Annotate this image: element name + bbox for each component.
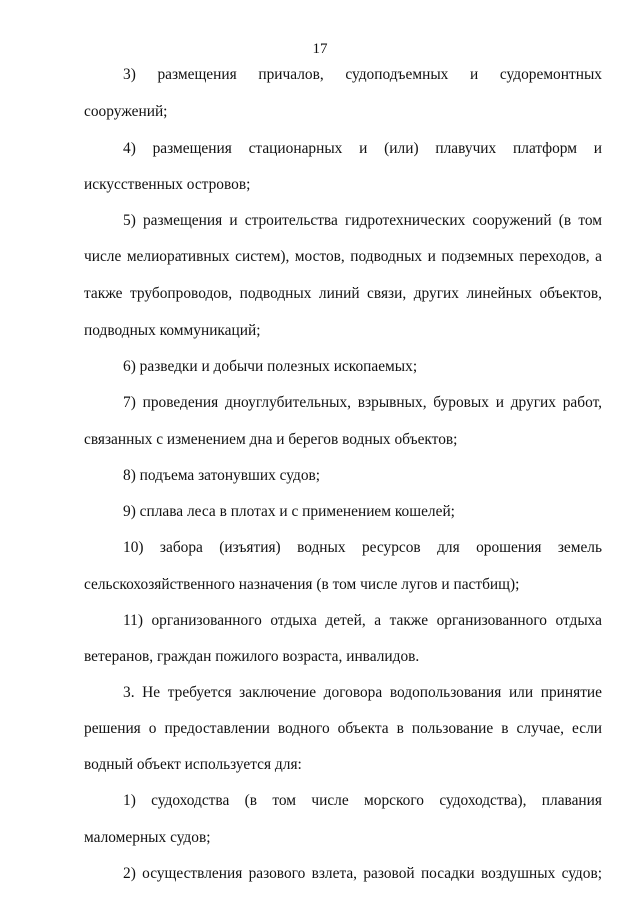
list-item-line: 5) размещения и строительства гидротехнических сооружений (в том [123,212,602,229]
list-item-line: связанных с изменением дна и берегов водных объектов; [84,431,458,448]
list-item-line: маломерных судов; [84,829,211,846]
page-number: 17 [312,41,328,57]
list-item-line: 8) подъема затонувших судов; [123,467,321,484]
paragraph-line: водный объект используется для: [84,756,302,773]
list-item-line: 10) забора (изъятия) водных ресурсов для орошения земель [123,539,602,556]
list-item-line: искусственных островов; [84,176,251,193]
list-item-line: 2) осуществления разового взлета, разовой посадки воздушных судов; [123,865,602,882]
paragraph-line: решения о предоставлении водного объекта в пользование в случае, если [84,720,602,737]
list-item-line: 9) сплава леса в плотах и с применением кошелей; [123,503,455,520]
list-item-line: подводных коммуникаций; [84,322,261,339]
list-item-line: также трубопроводов, подводных линий связи, других линейных объектов, [84,285,602,302]
list-item-line: 7) проведения дноуглубительных, взрывных, буровых и других работ, [123,394,602,411]
list-item-line: 1) судоходства (в том числе морского судоходства), плавания [123,792,602,809]
list-item-line: 4) размещения стационарных и (или) плавучих платформ и [123,140,602,157]
list-item-line: 3) размещения причалов, судоподъемных и судоремонтных [123,66,602,83]
list-item-line: сооружений; [84,103,168,120]
paragraph-line: 3. Не требуется заключение договора водопользования или принятие [123,684,602,701]
list-item-line: сельскохозяйственного назначения (в том числе лугов и пастбищ); [84,576,520,593]
list-item-line: ветеранов, граждан пожилого возраста, инвалидов. [84,648,420,665]
list-item-line: 11) организованного отдыха детей, а также организованного отдыха [123,612,602,629]
list-item-line: 6) разведки и добычи полезных ископаемых; [123,358,418,375]
list-item-line: числе мелиоративных систем), мостов, подводных и подземных переходов, а [84,248,602,265]
